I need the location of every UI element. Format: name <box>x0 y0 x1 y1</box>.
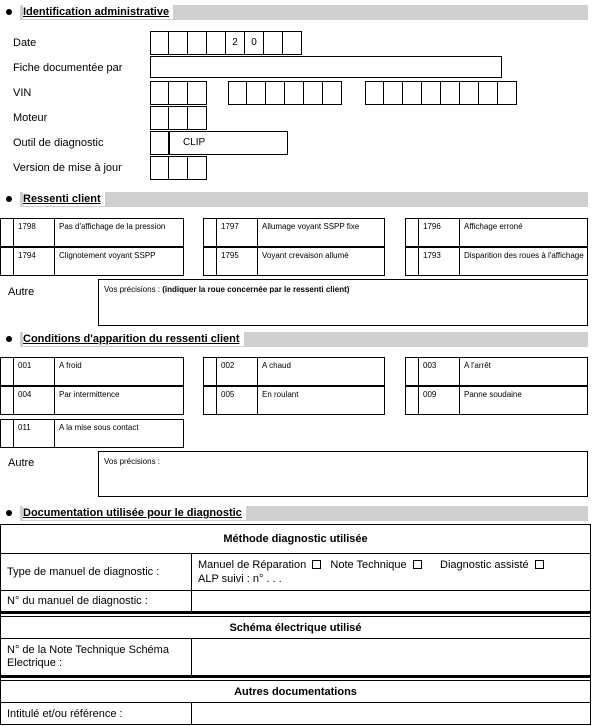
checkbox[interactable] <box>0 386 14 415</box>
bullet-conditions <box>6 336 12 342</box>
precisions-prefix: Vos précisions : <box>104 285 163 294</box>
bullet-admin <box>6 9 12 15</box>
autre-label: Autre <box>8 286 35 298</box>
outil-value-text: CLIP <box>183 137 206 148</box>
checkbox[interactable] <box>0 247 14 276</box>
option-code: 002 <box>217 357 258 386</box>
precisions-prefix: Vos précisions : <box>104 457 161 466</box>
autre-label: Autre <box>8 457 35 469</box>
ressenti-precisions-field[interactable] <box>98 279 588 326</box>
option-text: A froid <box>55 357 184 386</box>
section-header-admin <box>20 5 588 20</box>
outil-label: Outil de diagnostic <box>13 137 104 149</box>
date-cell[interactable] <box>207 31 226 55</box>
checkbox[interactable] <box>535 560 544 569</box>
checkbox[interactable] <box>405 357 419 386</box>
vin-field-1[interactable] <box>150 81 207 105</box>
option-code: 1795 <box>217 247 258 276</box>
fiche-field[interactable] <box>150 56 502 78</box>
schema-label: N° de la Note Technique Schéma Electrique : <box>1 639 192 677</box>
section-title: Ressenti client <box>23 192 105 206</box>
option-text: Panne soudaine <box>460 386 588 415</box>
checkbox[interactable] <box>0 218 14 247</box>
bullet-ressenti <box>6 196 12 202</box>
schema-field[interactable] <box>192 639 591 677</box>
numero-label: N° du manuel de diagnostic : <box>1 591 192 613</box>
date-label: Date <box>13 37 37 49</box>
moteur-field[interactable] <box>150 106 207 130</box>
option-text: A chaud <box>258 357 385 386</box>
vin-field-2[interactable] <box>228 81 342 105</box>
autres-header: Autres documentations <box>1 681 591 703</box>
type-options <box>192 554 591 591</box>
opt-manuel[interactable] <box>198 559 321 571</box>
opt-assiste[interactable] <box>440 559 544 571</box>
section-title: Documentation utilisée pour le diagnostic <box>23 506 246 520</box>
option-code: 1798 <box>14 218 55 247</box>
checkbox[interactable] <box>203 357 217 386</box>
date-cell[interactable] <box>169 31 188 55</box>
date-cell[interactable] <box>188 31 207 55</box>
intitule-label: Intitulé et/ou référence : <box>1 703 192 725</box>
option-text: Disparition des roues à l'affichage <box>460 247 588 276</box>
option-text: Affichage erroné <box>460 218 588 247</box>
checkbox[interactable] <box>203 218 217 247</box>
option-code: 1794 <box>14 247 55 276</box>
documentation-table <box>0 524 591 725</box>
opt-assiste-label: Diagnostic assisté <box>440 559 529 571</box>
date-cell[interactable]: 0 <box>245 31 264 55</box>
version-label: Version de mise à jour <box>13 162 122 174</box>
moteur-label: Moteur <box>13 112 48 124</box>
intitule-field[interactable] <box>192 703 591 725</box>
option-text: A la mise sous contact <box>55 419 184 448</box>
checkbox[interactable] <box>0 357 14 386</box>
option-code: 005 <box>217 386 258 415</box>
checkbox[interactable] <box>405 218 419 247</box>
section-title: Identification administrative <box>23 5 173 19</box>
numero-field[interactable] <box>192 591 591 613</box>
date-cell[interactable] <box>283 31 302 55</box>
checkbox[interactable] <box>405 386 419 415</box>
schema-header: Schéma électrique utilisé <box>1 617 591 639</box>
precisions-hint: (indiquer la roue concernée par le ressenti client) <box>162 285 350 294</box>
conditions-precisions-field[interactable] <box>98 451 588 497</box>
option-code: 1797 <box>217 218 258 247</box>
date-cell[interactable] <box>150 31 169 55</box>
section-header-conditions <box>20 332 588 347</box>
option-code: 001 <box>14 357 55 386</box>
checkbox[interactable] <box>405 247 419 276</box>
alp-suivi: ALP suivi : n° . . . <box>198 573 282 585</box>
type-label: Type de manuel de diagnostic : <box>1 554 192 591</box>
date-field[interactable] <box>150 31 302 55</box>
option-text: Par intermittence <box>55 386 184 415</box>
outil-value[interactable] <box>169 131 288 155</box>
option-code: 1793 <box>419 247 460 276</box>
date-cell[interactable] <box>264 31 283 55</box>
opt-manuel-label: Manuel de Réparation <box>198 559 307 571</box>
checkbox[interactable] <box>312 560 321 569</box>
version-field[interactable] <box>150 156 207 180</box>
option-text: A l'arrêt <box>460 357 588 386</box>
checkbox[interactable] <box>0 419 14 448</box>
checkbox[interactable] <box>203 386 217 415</box>
opt-note[interactable] <box>330 559 421 571</box>
checkbox[interactable] <box>413 560 422 569</box>
option-text: Clignotement voyant SSPP <box>55 247 184 276</box>
opt-note-label: Note Technique <box>330 559 407 571</box>
option-text: En roulant <box>258 386 385 415</box>
vin-field-3[interactable] <box>365 81 517 105</box>
option-code: 011 <box>14 419 55 448</box>
checkbox[interactable] <box>203 247 217 276</box>
fiche-label: Fiche documentée par <box>13 62 123 74</box>
option-code: 009 <box>419 386 460 415</box>
option-code: 003 <box>419 357 460 386</box>
bullet-documentation <box>6 510 12 516</box>
option-code: 1796 <box>419 218 460 247</box>
option-text: Allumage voyant SSPP fixe <box>258 218 385 247</box>
option-text: Voyant crevaison allumé <box>258 247 385 276</box>
option-code: 004 <box>14 386 55 415</box>
option-text: Pas d'affichage de la pression <box>55 218 184 247</box>
outil-code-field[interactable] <box>150 131 169 155</box>
methode-header: Méthode diagnostic utilisée <box>1 525 591 554</box>
section-title: Conditions d'apparition du ressenti client <box>23 332 244 346</box>
section-header-ressenti <box>20 192 588 207</box>
date-cell[interactable]: 2 <box>226 31 245 55</box>
vin-label: VIN <box>13 87 32 99</box>
section-header-documentation <box>20 506 588 521</box>
